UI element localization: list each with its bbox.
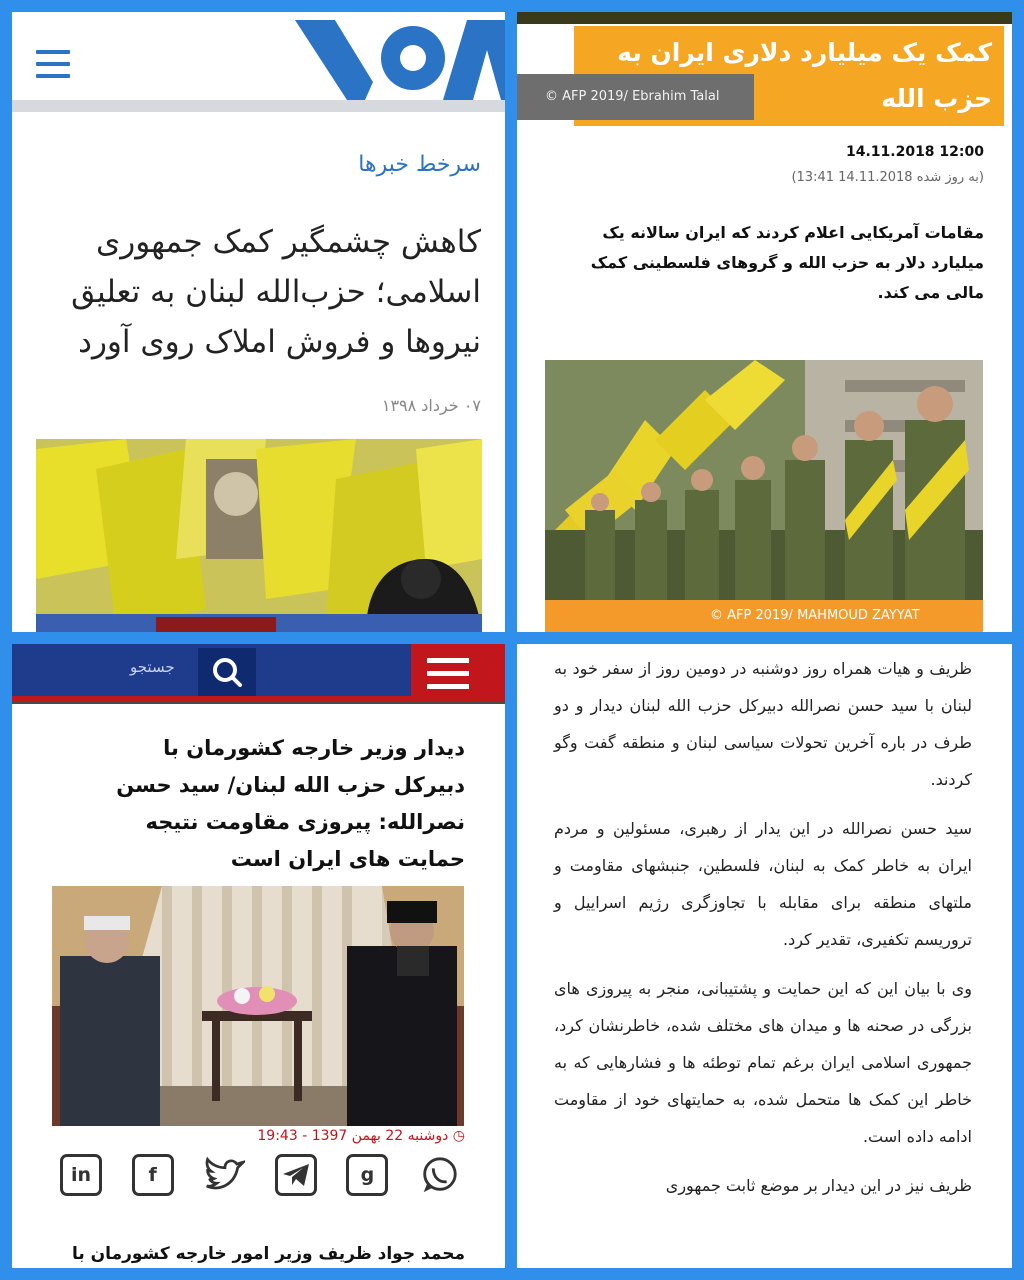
paragraph: ظریف و هیات همراه روز دوشنبه در دومین روز از سفر خود به لبنان با سید حسن نصرالله دبیرکل حزب الله لبنان دیدار و دو طرف در باره آخرین تحولات سیاسی لبنان و منطقه گفت وگو کردند. — [554, 659, 972, 789]
article-photo — [36, 439, 482, 632]
article-date: ۰۷ خرداد ۱۳۹۸ — [381, 396, 481, 415]
linkedin-icon[interactable]: in — [60, 1154, 102, 1196]
headline-line-2: حزب الله — [881, 84, 992, 113]
telegram-icon[interactable] — [275, 1154, 317, 1196]
search-button[interactable] — [198, 648, 256, 696]
article-updated: (به روز شده 14.11.2018 13:41) — [791, 170, 984, 185]
search-label[interactable]: جستجو — [130, 658, 175, 676]
article-body-start: محمد جواد ظریف وزیر امور خارجه کشورمان با — [71, 1244, 465, 1264]
article-lead: مقامات آمریکایی اعلام کردند که ایران سالانه یک میلیارد دلار به حزب الله و گروهای فلسطینی کمک مالی می کند. — [590, 223, 984, 302]
article-title[interactable]: کاهش چشمگیر کمک جمهوری اسلامی؛ حزب‌الله لبنان به تعلیق نیروها و فروش املاک روی آورد — [71, 224, 481, 360]
article-photo — [52, 886, 464, 1126]
article-datetime: 14.11.2018 12:00 — [845, 144, 984, 160]
photo-credit-bottom: © AFP 2019/ MAHMOUD ZAYYAT — [545, 600, 983, 632]
facebook-icon[interactable]: f — [132, 1154, 174, 1196]
article-date: ◷ دوشنبه 22 بهمن 1397 - 19:43 — [257, 1128, 465, 1144]
headline-line-1: کمک یک میلیارد دلاری ایران به — [617, 38, 992, 67]
whatsapp-icon[interactable] — [418, 1154, 460, 1196]
photo-credit-top: © AFP 2019/ Ebrahim Talal — [517, 74, 754, 120]
voa-header — [12, 12, 505, 112]
paragraph: ظریف نیز در این دیدار بر موضع ثابت جمهوری — [665, 1176, 972, 1195]
google-plus-icon[interactable]: g — [346, 1154, 388, 1196]
voa-panel — [12, 12, 505, 632]
top-image-strip — [517, 12, 1012, 24]
menu-button[interactable] — [411, 644, 505, 702]
article-panel-3 — [12, 644, 505, 1268]
hamburger-menu-icon[interactable] — [36, 50, 70, 80]
section-link[interactable]: سرخط خبرها — [358, 152, 481, 177]
clock-icon: ◷ — [452, 1128, 465, 1144]
twitter-icon[interactable] — [203, 1154, 245, 1196]
article-title: دیدار وزیر خارجه کشورمان با دبیرکل حزب الله لبنان/ سید حسن نصرالله: پیروزی مقاومت نتیجه حمایت های ایران است — [116, 736, 465, 871]
article-photo — [545, 360, 983, 632]
header-divider — [12, 100, 505, 112]
voa-logo[interactable] — [295, 20, 505, 100]
article-body — [554, 650, 972, 1216]
search-icon — [198, 648, 256, 696]
menu-icon — [427, 658, 469, 663]
site-header — [12, 644, 505, 704]
share-bar — [60, 1154, 460, 1202]
paragraph: سید حسن نصرالله در این یدار از رهبری، مسئولین و مردم ایران به خاطر کمک به لبنان، فلسطین، جنبشهای مقاومت و ملتهای منطقه برای مقابله با تجاوزگری رژیم اسراییل و تروریسم تکفیری، تقدیر کرد. — [554, 819, 972, 949]
article-panel-2 — [517, 12, 1012, 632]
paragraph: وی با بیان این که این حمایت و پشتیبانی، منجر به پیروزی های بزرگی در صحنه ها و میدان های مختلف شده، خاطرنشان کرد، جمهوری اسلامی ایران برغم تمام توطئه ها و فشارهایی که به خاطر این کمک ها متحمل شده، به حمایتهای خود از مقاومت ادامه داده است. — [554, 979, 972, 1146]
article-panel-4 — [517, 644, 1012, 1268]
